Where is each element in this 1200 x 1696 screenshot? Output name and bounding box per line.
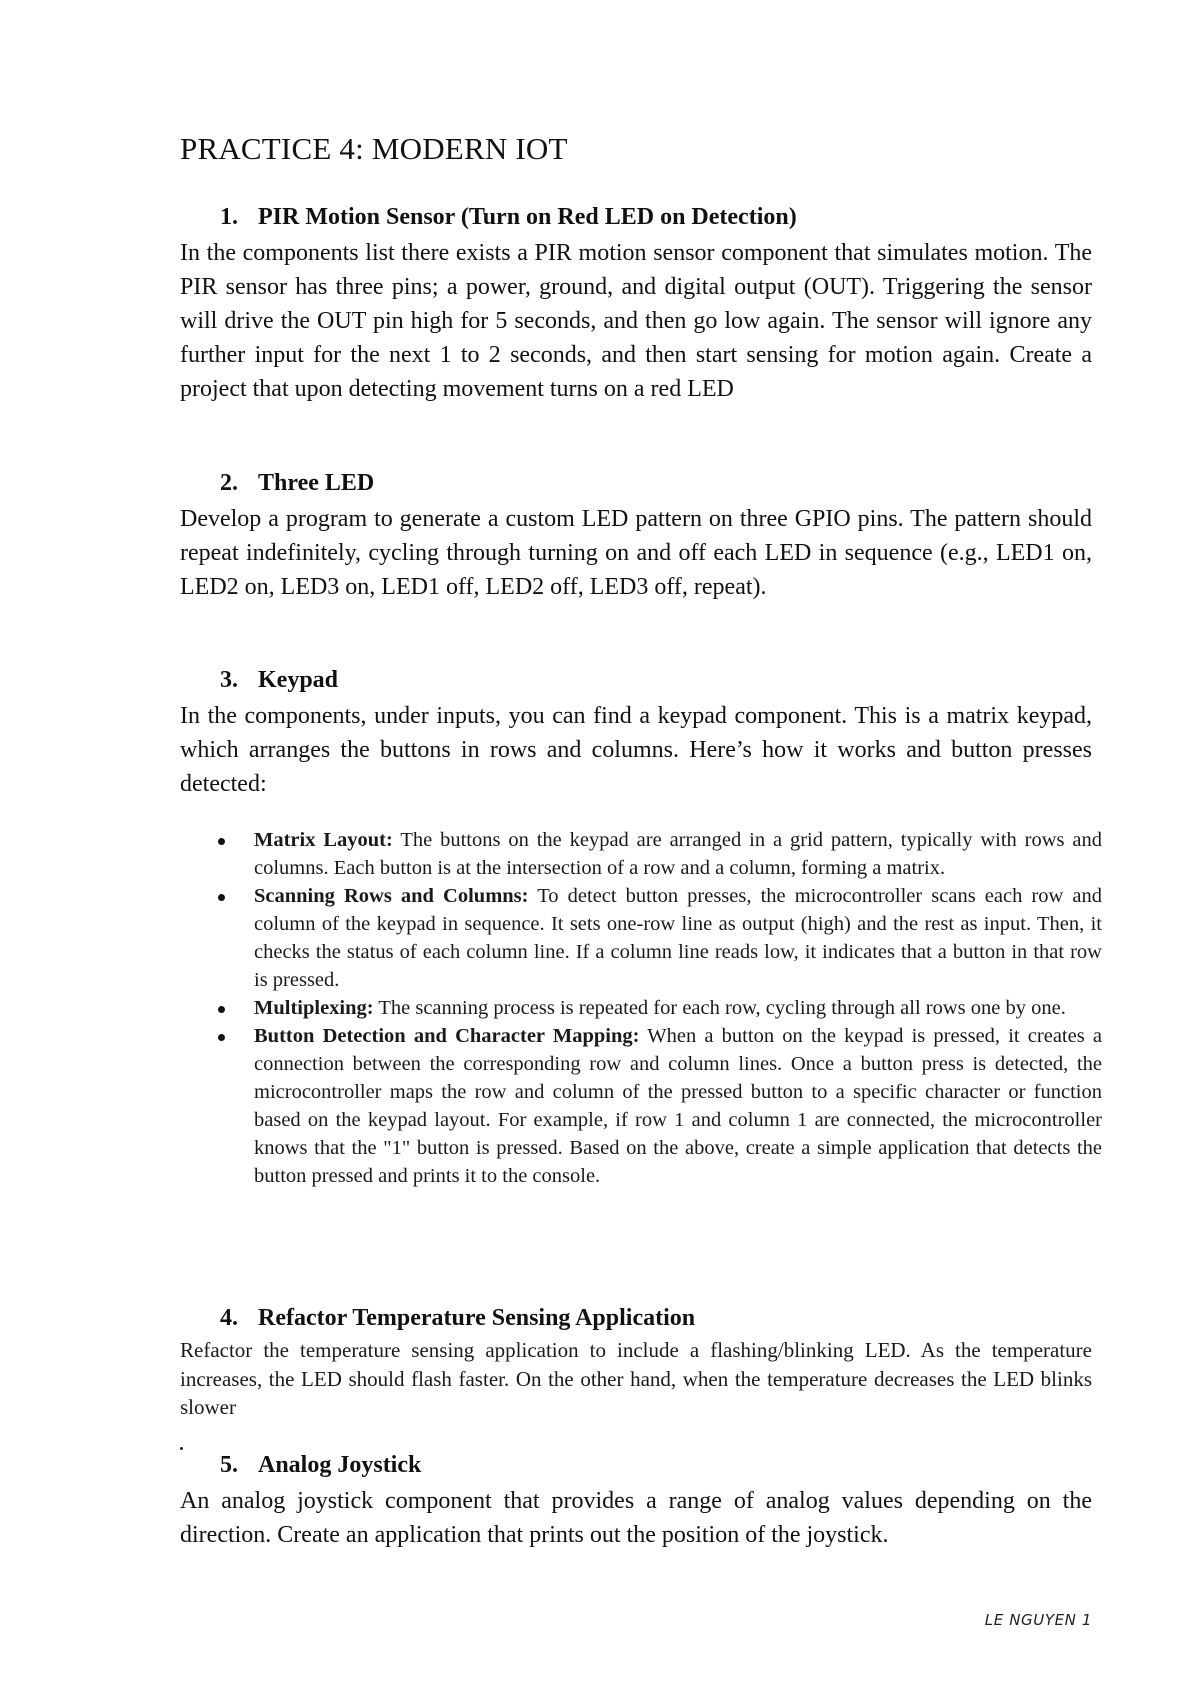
list-item bbox=[210, 1022, 1102, 1190]
section-title: Refactor Temperature Sensing Application bbox=[258, 1305, 696, 1331]
section-title: PIR Motion Sensor (Turn on Red LED on Detection) bbox=[258, 204, 797, 230]
section-heading-keypad bbox=[220, 667, 338, 694]
section-heading-refactor bbox=[220, 1305, 695, 1332]
section-body-refactor: Refactor the temperature sensing application to include a flashing/blinking LED. As the temperature increases, the LED should flash faster. On the other hand, when the temperature decreases the LED blinks slower bbox=[180, 1338, 1092, 1419]
section-heading-joystick bbox=[220, 1452, 421, 1479]
bullet-text: To detect button presses, the microcontroller scans each row and column of the keypad in sequence. It sets one-row line as output (high) and the rest as input. Then, it checks the status of each column line. If a column line reads low, it indicates that a button in that row is pressed. bbox=[254, 885, 1102, 991]
bullet-icon bbox=[218, 1006, 225, 1013]
bullet-icon bbox=[218, 894, 225, 901]
bullet-text: When a button on the keypad is pressed, it creates a connection between the corresponding row and column lines. Once a button press is detected, the microcontroller maps the row and column of the pressed button to a specific character or function based on the keypad layout. For example, if row 1 and column 1 are connected, the microcontroller knows that the "1" button is pressed. Based on the above, create a simple application that detects the button pressed and prints it to the console. bbox=[254, 1025, 1102, 1187]
list-item bbox=[210, 882, 1102, 994]
bullet-label: Multiplexing: bbox=[254, 997, 374, 1019]
section-title: Analog Joystick bbox=[258, 1452, 422, 1478]
bullet-icon bbox=[218, 838, 225, 845]
section-heading-pir bbox=[220, 204, 797, 231]
section-body-keypad: In the components, under inputs, you can find a keypad component. This is a matrix keypad, which arranges the buttons in rows and columns. Here’s how it works and button presses detected: bbox=[180, 703, 1092, 797]
bullet-label: Matrix Layout: bbox=[254, 829, 393, 851]
bullet-icon bbox=[218, 1034, 225, 1041]
section-title: Three LED bbox=[258, 470, 375, 496]
section-body-three-led: Develop a program to generate a custom LED pattern on three GPIO pins. The pattern should repeat indefinitely, cycling through turning on and off each LED in sequence (e.g., LED1 on, LED2 on, LED3 on, LED1 off, LED2 off, LED3 off, repeat). bbox=[180, 506, 1092, 600]
section-number: 5. bbox=[220, 1452, 238, 1478]
page-title: PRACTICE 4: MODERN IOT bbox=[180, 131, 568, 166]
section-number: 1. bbox=[220, 204, 238, 230]
list-item bbox=[210, 826, 1102, 882]
bullet-label: Scanning Rows and Columns: bbox=[254, 885, 529, 907]
bullet-label: Button Detection and Character Mapping: bbox=[254, 1025, 640, 1047]
bullet-text: The buttons on the keypad are arranged in a grid pattern, typically with rows and columns. Each button is at the intersection of a row and a column, forming a matrix. bbox=[254, 829, 1103, 879]
section-number: 4. bbox=[220, 1305, 238, 1331]
section-title: Keypad bbox=[258, 667, 339, 693]
section-body-pir: In the components list there exists a PIR motion sensor component that simulates motion. The PIR sensor has three pins; a power, ground, and digital output (OUT). Triggering the sensor will drive the OUT pin high for 5 seconds, and then go low again. The sensor will ignore any further input for the next 1 to 2 seconds, and then start sensing for motion again. Create a project that upon detecting movement turns on a red LED bbox=[180, 240, 1092, 402]
keypad-bullet-list bbox=[210, 826, 1102, 1190]
section-body-joystick: An analog joystick component that provides a range of analog values depending on the direction. Create an application that prints out the position of the joystick. bbox=[180, 1488, 1092, 1548]
stray-mark bbox=[180, 1447, 183, 1450]
page-footer: LE NGUYEN 1 bbox=[984, 1611, 1092, 1629]
section-heading-three-led bbox=[220, 470, 374, 497]
bullet-text: The scanning process is repeated for each row, cycling through all rows one by one. bbox=[373, 997, 1066, 1019]
section-number: 2. bbox=[220, 470, 238, 496]
section-number: 3. bbox=[220, 667, 238, 693]
list-item bbox=[210, 994, 1102, 1022]
